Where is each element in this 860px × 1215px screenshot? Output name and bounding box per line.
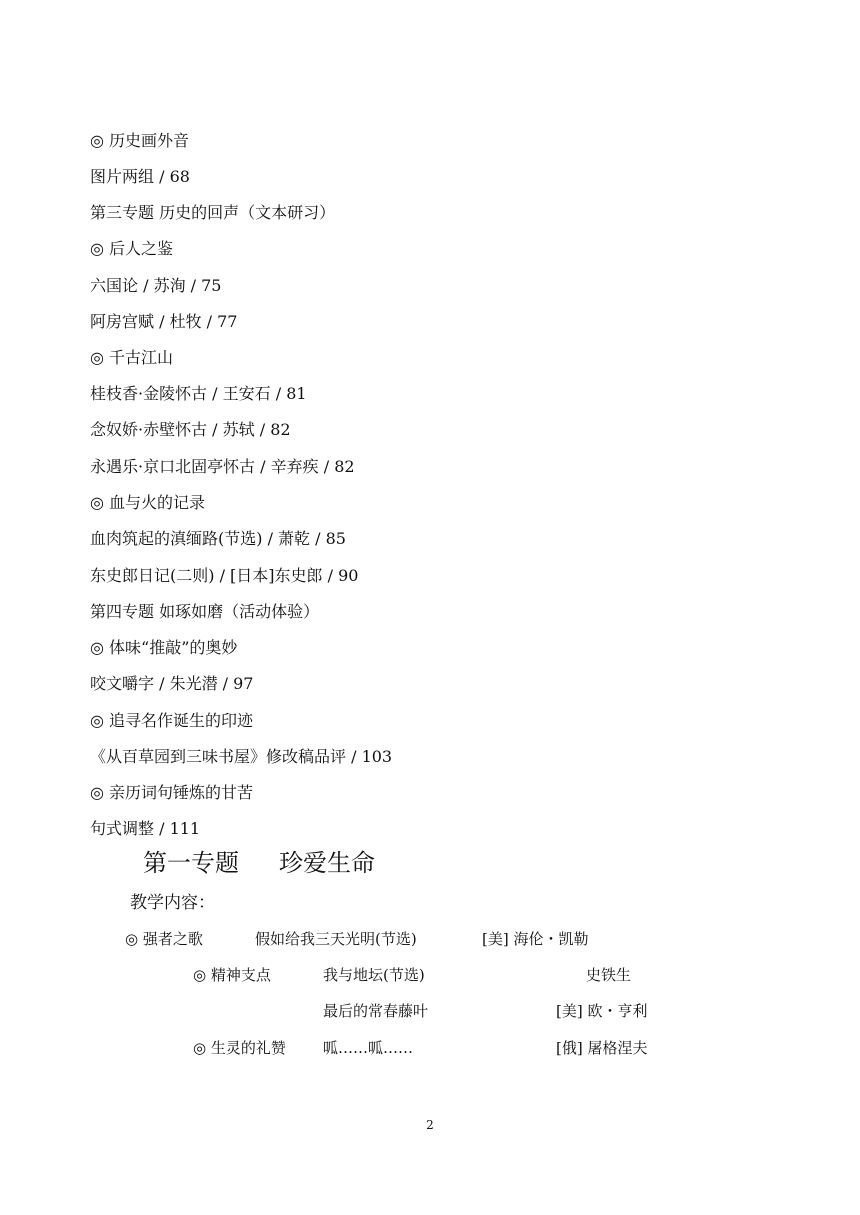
toc-line: ◎ 后人之鉴 <box>90 239 174 258</box>
toc-line: 《从百草园到三味书屋》修改稿品评 / 103 <box>90 747 393 766</box>
toc-line: 咬文嚼字 / 朱光潜 / 97 <box>90 674 254 693</box>
toc-line: 第四专题 如琢如磨（活动体验） <box>90 602 320 621</box>
row-author: [美] 海伦・凯勒 <box>482 930 589 948</box>
teaching-content-label: 教学内容： <box>130 893 215 913</box>
toc-line: 桂枝香·金陵怀古 / 王安石 / 81 <box>90 384 307 403</box>
toc-line: 图片两组 / 68 <box>90 167 190 186</box>
row-group: ◎ 生灵的礼赞 <box>193 1039 286 1057</box>
toc-line: 血肉筑起的滇缅路(节选) / 萧乾 / 85 <box>90 529 346 548</box>
row-work: 呱……呱…… <box>323 1039 414 1057</box>
toc-line: ◎ 历史画外音 <box>90 131 190 150</box>
page-number: 2 <box>426 1118 434 1132</box>
row-work: 我与地坛(节选) <box>323 966 425 984</box>
row-author: [美] 欧・亨利 <box>556 1002 648 1020</box>
row-author: [俄] 屠格涅夫 <box>556 1039 648 1057</box>
toc-line: 永遇乐·京口北固亭怀古 / 辛弃疾 / 82 <box>90 457 355 476</box>
section-number: 第一专题 <box>143 849 239 877</box>
toc-line: 六国论 / 苏洵 / 75 <box>90 276 222 295</box>
row-work: 假如给我三天光明(节选) <box>255 930 417 948</box>
toc-line: ◎ 体味“推敲”的奥妙 <box>90 638 238 657</box>
row-work: 最后的常春藤叶 <box>323 1002 429 1020</box>
row-group: ◎ 精神支点 <box>193 966 271 984</box>
toc-line: ◎ 血与火的记录 <box>90 493 206 512</box>
section-heading <box>143 848 375 878</box>
toc-line: 念奴娇·赤壁怀古 / 苏轼 / 82 <box>90 420 291 439</box>
row-author: 史铁生 <box>586 966 632 984</box>
toc-line: ◎ 追寻名作诞生的印迹 <box>90 711 254 730</box>
toc-line: 第三专题 历史的回声（文本研习） <box>90 203 336 222</box>
toc-line: 阿房宫赋 / 杜牧 / 77 <box>90 312 238 331</box>
row-group: ◎ 强者之歌 <box>125 930 203 948</box>
toc-line: ◎ 千古江山 <box>90 348 174 367</box>
toc-line: 句式调整 / 111 <box>90 819 201 838</box>
toc-line: 东史郎日记(二则) / [日本]东史郎 / 90 <box>90 566 359 585</box>
section-title: 珍爱生命 <box>279 849 375 877</box>
toc-line: ◎ 亲历词句锤炼的甘苦 <box>90 783 254 802</box>
